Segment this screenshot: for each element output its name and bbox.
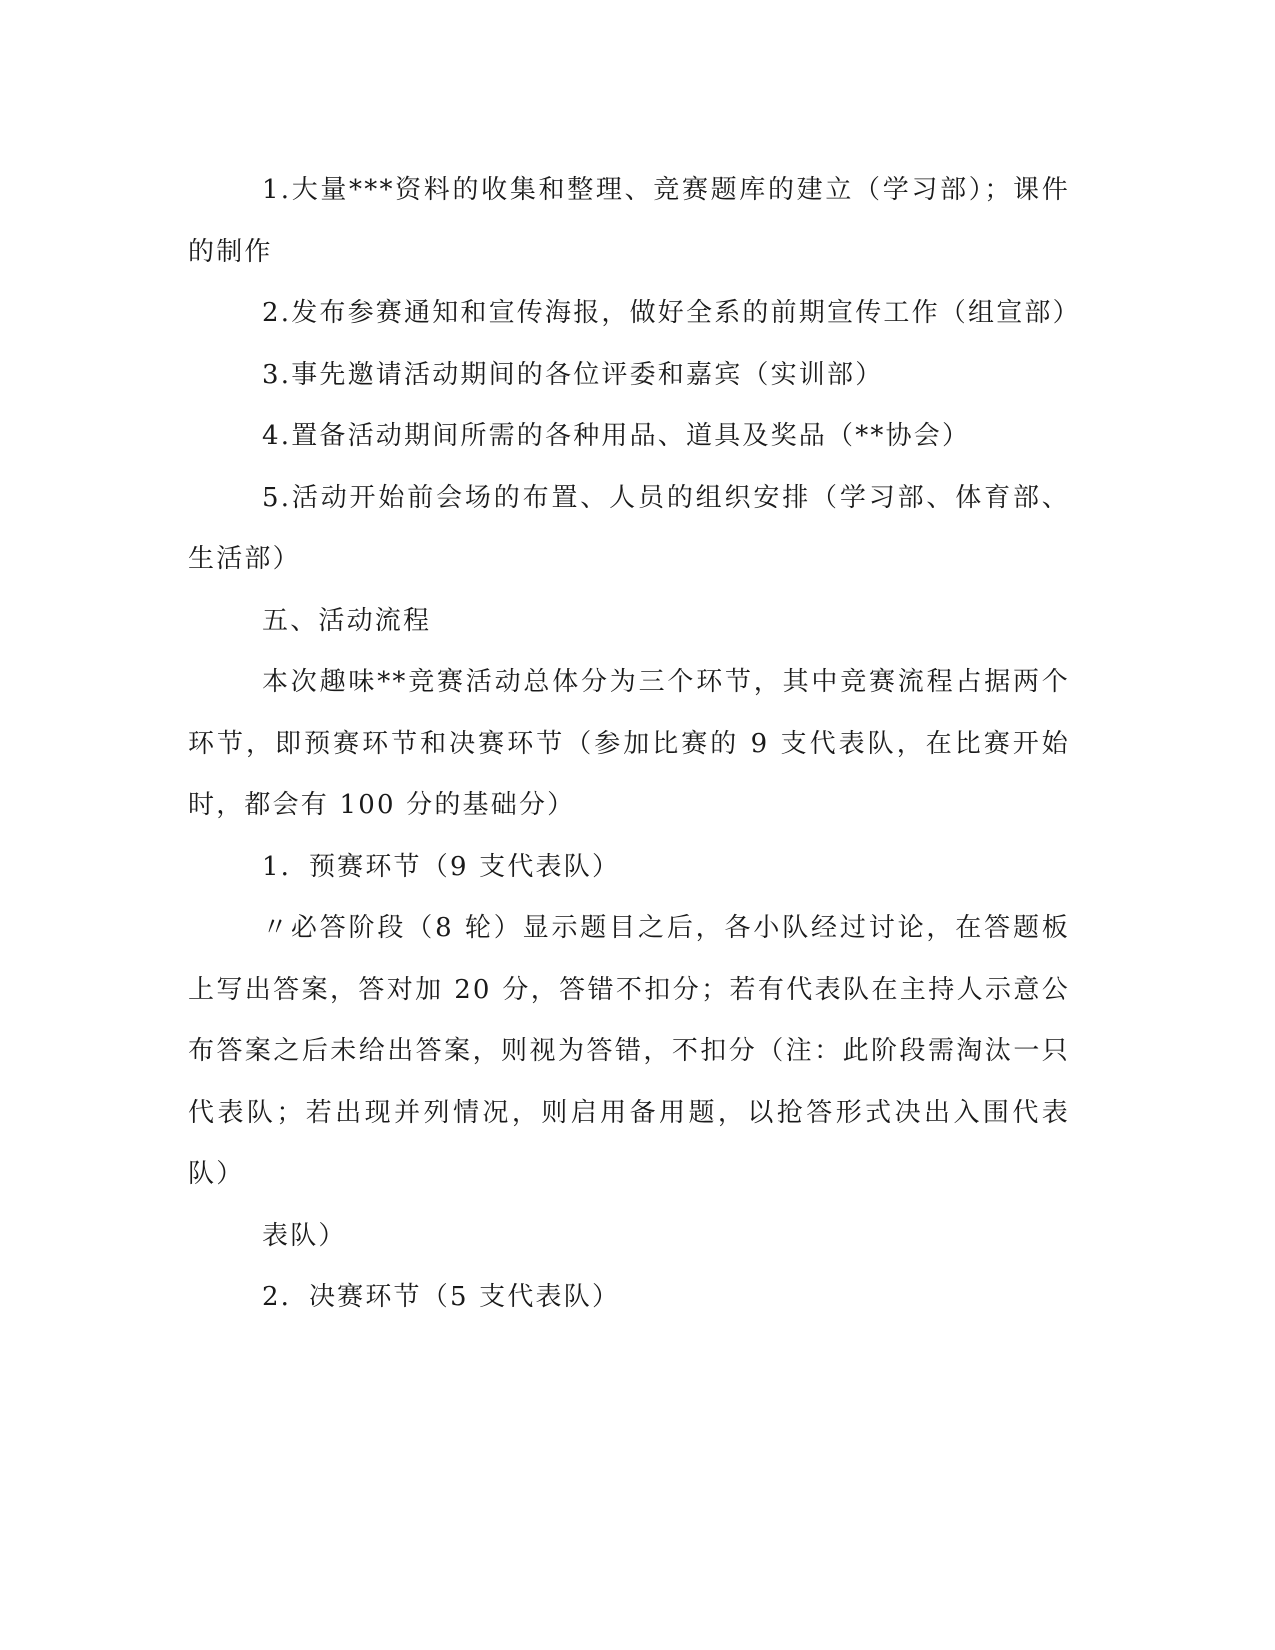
subheading-preliminary: 1．预赛环节（9 支代表队） <box>262 851 621 882</box>
paragraph-task-5: 5.活动开始前会场的布置、人员的组织安排（学习部、体育部、生活部） <box>188 482 1070 574</box>
paragraph-fragment: 表队） <box>262 1220 347 1251</box>
paragraph-task-1: 1.大量***资料的收集和整理、竞赛题库的建立（学习部）；课件的制作 <box>188 175 1070 267</box>
document-body <box>188 160 1081 1329</box>
subheading-final: 2．决赛环节（5 支代表队） <box>262 1282 621 1312</box>
paragraph-overview: 本次趣味**竞赛活动总体分为三个环节，其中竞赛流程占据两个环节，即预赛环节和决赛环节（参加比赛的 9 支代表队，在比赛开始时，都会有 100 分的基础分） <box>188 667 1070 820</box>
paragraph-task-4: 4.置备活动期间所需的各种用品、道具及奖品（**协会） <box>262 421 971 451</box>
paragraph-task-2: 2.发布参赛通知和宣传海报，做好全系的前期宣传工作（组宣部） <box>262 298 1081 328</box>
paragraph-task-3: 3.事先邀请活动期间的各位评委和嘉宾（实训部） <box>262 359 884 390</box>
paragraph-required-stage: 〃必答阶段（8 轮）显示题目之后，各小队经过讨论，在答题板上写出答案，答对加 20 分，答错不扣分；若有代表队在主持人示意公布答案之后未给出答案，则视为答错，不扣分（注：此阶段需淘汰一只代表队；若出现并列情况，则启用备用题，以抢答形式决出入围代表队） <box>188 913 1070 1189</box>
section-heading-process: 五、活动流程 <box>262 605 432 636</box>
